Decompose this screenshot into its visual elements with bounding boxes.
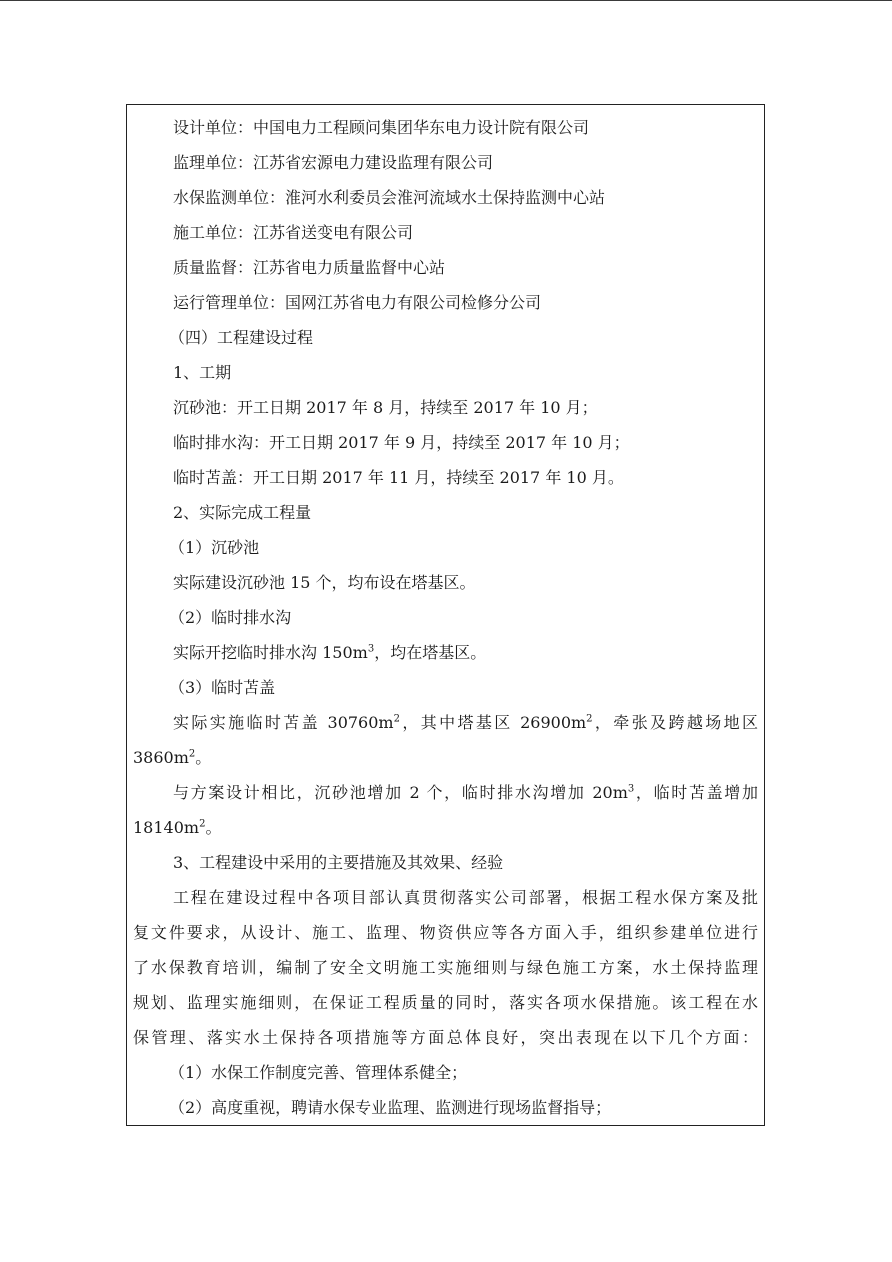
measures-paragraph-line: 了水保教育培训，编制了安全文明施工实施细则与绿色施工方案，水土保持监理 [133, 958, 758, 977]
page-top-rule [0, 0, 892, 1]
unit-quality: 质量监督：江苏省电力质量监督中心站 [173, 258, 446, 277]
measures-paragraph-line: 规划、监理实施细则，在保证工程质量的同时，落实各项水保措施。该工程在水 [133, 993, 758, 1012]
unit-supervision: 监理单位：江苏省宏源电力建设监理有限公司 [173, 153, 494, 172]
quantity-heading: 2、实际完成工程量 [173, 503, 312, 522]
quantity-item-2-text: 实际开挖临时排水沟 $150m^3$，均在塔基区。 [173, 643, 487, 662]
measures-heading: 3、工程建设中采用的主要措施及其效果、经验 [173, 853, 504, 872]
quantity-item-1-text: 实际建设沉砂池 15 个，均布设在塔基区。 [173, 573, 476, 592]
period-item: 临时苫盖：开工日期 2017 年 11 月，持续至 2017 年 10 月。 [173, 468, 624, 487]
quantity-item-2-title: （2）临时排水沟 [169, 608, 292, 627]
comparison-text-cont: $18140m^2$。 [133, 818, 222, 837]
quantity-item-3-text: 实际实施临时苫盖 $30760m^2$，其中塔基区 $26900m^2$，牵张及跨越场地区 [173, 713, 758, 732]
document-table-frame [126, 104, 765, 1126]
period-heading: 1、工期 [173, 363, 232, 382]
quantity-item-3-text-cont: $3860m^2$。 [133, 748, 212, 767]
highlight-item: （2）高度重视，聘请水保专业监理、监测进行现场监督指导； [169, 1098, 612, 1117]
document-body [127, 110, 764, 1125]
unit-construction: 施工单位：江苏省送变电有限公司 [173, 223, 414, 242]
measures-paragraph-line: 复文件要求，从设计、施工、监理、物资供应等各方面入手，组织参建单位进行 [133, 923, 758, 942]
measures-paragraph-line: 工程在建设过程中各项目部认真贯彻落实公司部署，根据工程水保方案及批 [173, 888, 758, 907]
unit-design: 设计单位：中国电力工程顾问集团华东电力设计院有限公司 [173, 118, 590, 137]
highlight-item: （1）水保工作制度完善、管理体系健全； [169, 1063, 468, 1082]
comparison-text: 与方案设计相比，沉砂池增加 2 个，临时排水沟增加 $20m^3$，临时苫盖增加 [173, 783, 758, 802]
measures-paragraph-line: 保管理、落实水土保持各项措施等方面总体良好，突出表现在以下几个方面： [133, 1028, 758, 1047]
section-4-heading: （四）工程建设过程 [169, 328, 314, 347]
unit-operation: 运行管理单位：国网江苏省电力有限公司检修分公司 [173, 293, 542, 312]
period-item: 临时排水沟：开工日期 2017 年 9 月，持续至 2017 年 10 月； [173, 433, 630, 452]
quantity-item-1-title: （1）沉砂池 [169, 538, 260, 557]
period-item: 沉砂池：开工日期 2017 年 8 月，持续至 2017 年 10 月； [173, 398, 598, 417]
unit-monitoring: 水保监测单位：淮河水利委员会淮河流域水土保持监测中心站 [173, 188, 606, 207]
quantity-item-3-title: （3）临时苫盖 [169, 678, 276, 697]
